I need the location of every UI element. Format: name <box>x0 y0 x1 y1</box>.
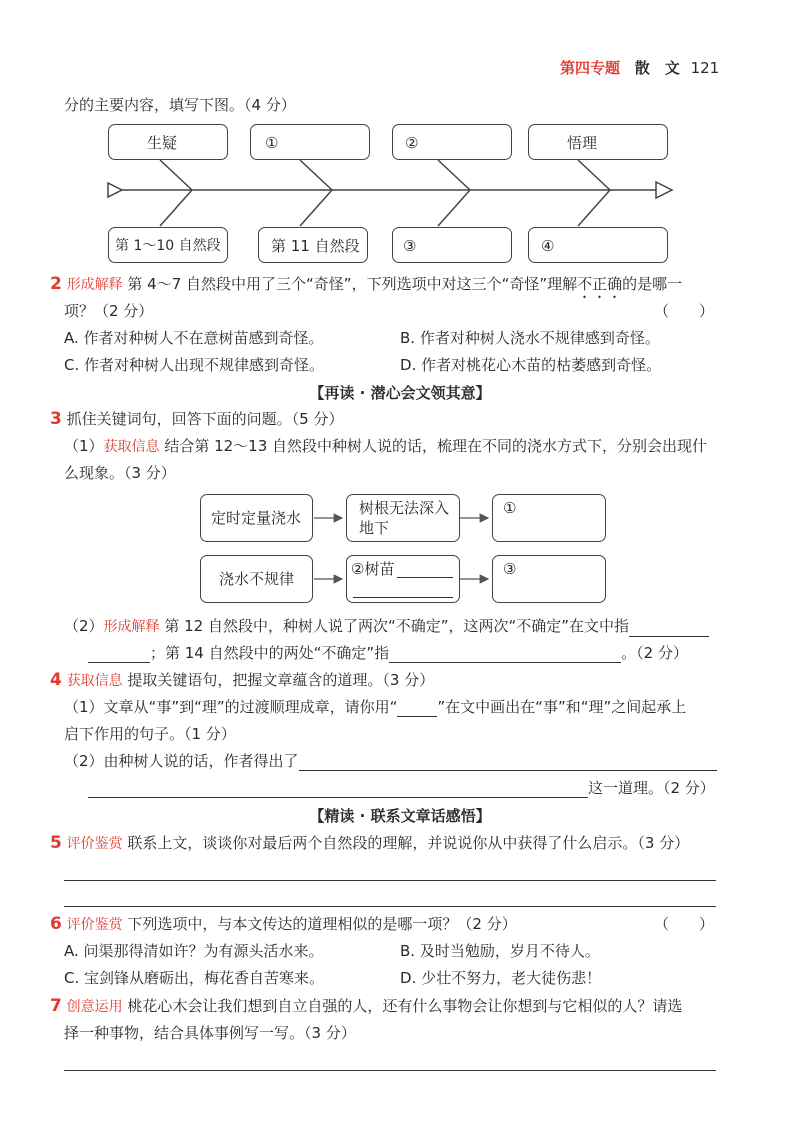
header-category: 散 文 <box>634 59 680 77</box>
question-number: 5 <box>50 833 62 853</box>
answer-blank[interactable] <box>299 751 717 771</box>
answer-blank[interactable] <box>629 617 709 637</box>
question-text: 这一道理。（2 分） <box>588 779 715 797</box>
fishbone-bottom-box-2: 第 11 自然段 <box>258 227 368 263</box>
header-section: 第四专题 <box>560 59 621 77</box>
section-header-reread: 【再读 · 潜心会文领其意】 <box>309 384 491 402</box>
question-text: 结合第 12～13 自然段中种树人说的话，梳理在不同的浇水方式下，分别会出现什 <box>164 437 708 455</box>
option-c[interactable]: C. 作者对种树人出现不规律感到奇怪。 <box>64 356 325 374</box>
option-b[interactable]: B. 作者对种树人浇水不规律感到奇怪。 <box>400 329 660 347</box>
answer-blank[interactable] <box>88 643 150 663</box>
header-page: 121 <box>690 59 720 77</box>
question-4-part-1-line2: 启下作用的句子。（1 分） <box>64 725 236 743</box>
question-4-part-2 <box>64 751 717 771</box>
flow-box-r2-1: 浇水不规律 <box>200 555 313 603</box>
option-c[interactable]: C. 宝剑锋从磨砺出，梅花香自苦寒来。 <box>64 969 325 987</box>
intro-text: 分的主要内容，填写下图。（4 分） <box>64 96 296 114</box>
question-number: 4 <box>50 670 62 690</box>
emphasis-text: 不正确 <box>577 275 623 293</box>
option-a[interactable]: A. 问渠那得清如许？为有源头活水来。 <box>64 942 324 960</box>
question-text: ”在文中画出在“事”和“理”之间起承上 <box>437 698 687 716</box>
option-d[interactable]: D. 少壮不努力，老大徒伤悲！ <box>400 969 602 987</box>
question-text: （2）由种树人说的话，作者得出了 <box>64 752 299 770</box>
answer-blank[interactable] <box>389 643 621 663</box>
question-text-end: 。（2 分） <box>621 644 688 662</box>
question-text: 下列选项中，与本文传达的道理相似的是哪一项？（2 分） <box>127 915 517 933</box>
question-text: 联系上文，谈谈你对最后两个自然段的理解，并说说你从中获得了什么启示。（3 分） <box>127 834 690 852</box>
question-5 <box>50 833 689 854</box>
question-2-line2: 项？（2 分） <box>64 302 154 320</box>
question-6 <box>50 914 517 935</box>
question-tag: 评价鉴赏 <box>66 917 123 933</box>
question-text: 第 12 自然段中，种树人说了两次“不确定”，这两次“不确定”在文中指 <box>164 617 630 635</box>
question-text-end: 的是哪一 <box>622 275 683 293</box>
question-text: （1）文章从“事”到“理”的过渡顺理成章，请你用“ <box>64 698 398 716</box>
answer-line[interactable] <box>64 1070 716 1071</box>
option-b[interactable]: B. 及时当勉励，岁月不待人。 <box>400 942 600 960</box>
question-7-line2: 择一种事物，结合具体事例写一写。（3 分） <box>64 1024 356 1042</box>
fishbone-bottom-box-4[interactable]: ④ <box>528 227 668 263</box>
flow-box-r2-3[interactable]: ③ <box>492 555 606 603</box>
question-3-part-1-line2: 么现象。（3 分） <box>64 464 176 482</box>
underline-sample <box>397 700 437 717</box>
question-tag: 评价鉴赏 <box>66 836 123 852</box>
flow-box-r1-2: 树根无法深入地下 <box>346 494 460 542</box>
question-number: 7 <box>50 996 62 1016</box>
fishbone-bottom-box-1: 第 1～10 自然段 <box>108 227 228 263</box>
fishbone-top-box-1: 生疑 <box>108 124 228 160</box>
option-d[interactable]: D. 作者对桃花心木苗的枯萎感到奇怪。 <box>400 356 662 374</box>
flow-box-label: ②树苗 <box>351 560 395 578</box>
question-3-part-2-line2 <box>88 643 688 663</box>
question-text: 桃花心木会让我们想到自立自强的人，还有什么事物会让你想到与它相似的人？请选 <box>127 997 683 1015</box>
section-header-intensive: 【精读 · 联系文章话感悟】 <box>309 807 491 825</box>
question-7 <box>50 996 682 1017</box>
part-prefix: （2） <box>64 617 104 635</box>
fishbone-bottom-box-3[interactable]: ③ <box>392 227 512 263</box>
flow-box-r2-2[interactable] <box>346 555 460 603</box>
fishbone-top-box-4: 悟理 <box>528 124 668 160</box>
question-text: 提取关键语句，把握文章蕴含的道理。（3 分） <box>127 671 435 689</box>
fishbone-top-box-2[interactable]: ① <box>250 124 370 160</box>
answer-bracket[interactable]: （ ） <box>654 915 715 933</box>
question-tag: 获取信息 <box>103 439 160 455</box>
question-number: 2 <box>50 274 62 294</box>
answer-line[interactable] <box>64 906 716 907</box>
part-prefix: （1） <box>64 437 104 455</box>
question-tag: 形成解释 <box>66 277 123 293</box>
question-tag: 形成解释 <box>103 619 160 635</box>
question-number: 3 <box>50 409 62 429</box>
question-3-part-2 <box>64 616 709 637</box>
answer-line[interactable] <box>64 880 716 881</box>
flow-box-r1-1: 定时定量浇水 <box>200 494 313 542</box>
flow-box-r1-3[interactable]: ① <box>492 494 606 542</box>
question-text: 抓住关键词句，回答下面的问题。（5 分） <box>66 410 344 428</box>
answer-bracket[interactable]: （ ） <box>654 302 715 320</box>
fishbone-top-box-3[interactable]: ② <box>392 124 512 160</box>
question-4-part-2-line2 <box>88 778 715 798</box>
question-4-part-1 <box>64 697 686 717</box>
question-4 <box>50 670 434 691</box>
answer-blank[interactable] <box>88 778 588 798</box>
option-a[interactable]: A. 作者对种树人不在意树苗感到奇怪。 <box>64 329 324 347</box>
question-tag: 获取信息 <box>66 673 123 689</box>
question-tag: 创意运用 <box>66 999 123 1015</box>
question-text: ；第 14 自然段中的两处“不确定”指 <box>150 644 390 662</box>
question-text: 第 4～7 自然段中用了三个“奇怪”，下列选项中对这三个“奇怪”理解 <box>127 275 578 293</box>
question-number: 6 <box>50 914 62 934</box>
